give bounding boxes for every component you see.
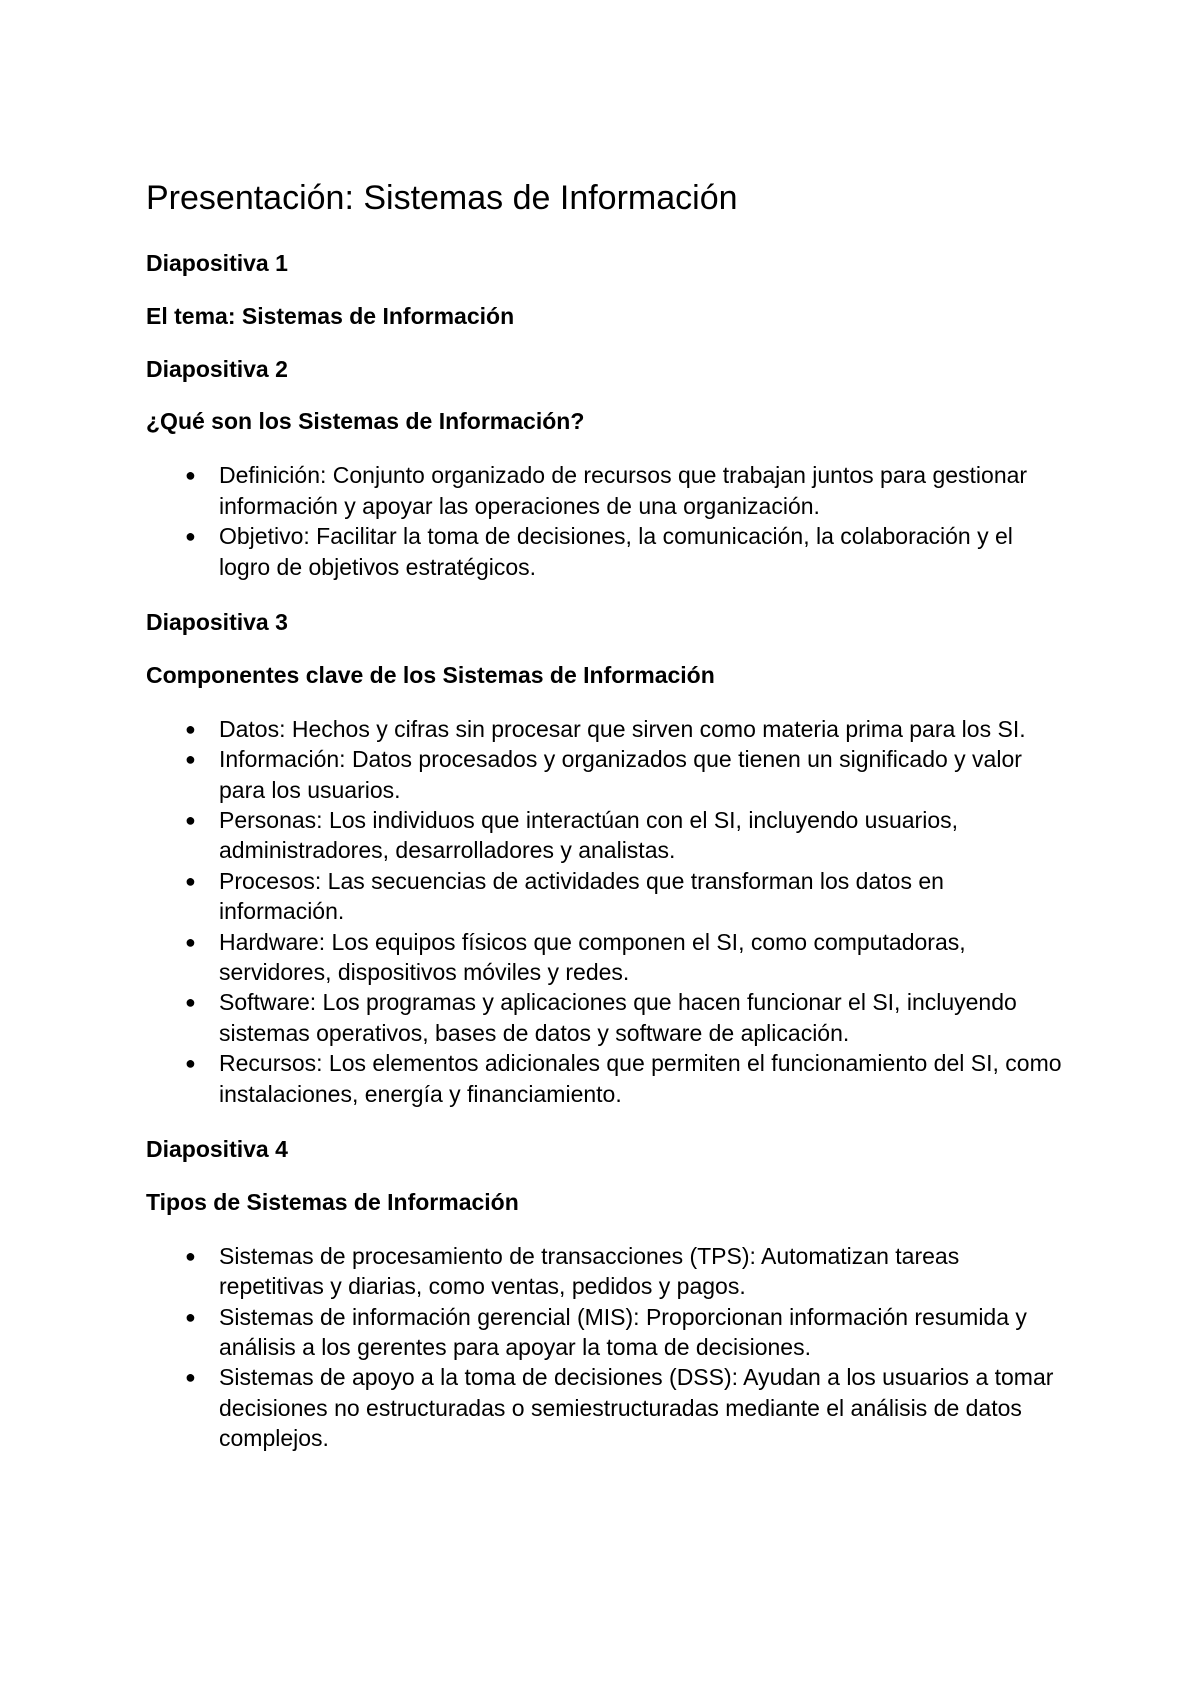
slide-heading: ¿Qué son los Sistemas de Información?	[146, 408, 585, 435]
list-item-text: Sistemas de procesamiento de transacciones (TPS): Automatizan tareas repetitivas y diarias, como ventas, pedidos y pagos.	[219, 1242, 960, 1300]
list-item	[146, 521, 1066, 582]
bullet-icon: ●	[185, 1367, 196, 1388]
list-item-text: Procesos: Las secuencias de actividades que transforman los datos en información.	[219, 867, 944, 925]
slide-label: Diapositiva 3	[146, 608, 288, 635]
bullet-icon: ●	[185, 718, 196, 739]
list-item	[146, 866, 1066, 927]
bullet-list	[146, 1241, 1066, 1454]
bullet-icon: ●	[185, 809, 196, 830]
slide-heading: El tema: Sistemas de Información	[146, 302, 515, 329]
slide-section	[146, 355, 1066, 582]
list-item-text: Datos: Hechos y cifras sin procesar que sirven como materia prima para los SI.	[219, 715, 1026, 742]
bullet-icon: ●	[185, 870, 196, 891]
list-item	[146, 987, 1066, 1048]
slide-section	[146, 1135, 1066, 1454]
list-item	[146, 460, 1066, 521]
document-page	[146, 178, 1066, 1480]
list-item	[146, 744, 1066, 805]
slide-section	[146, 249, 1066, 332]
bullet-icon: ●	[185, 931, 196, 952]
list-item-text: Sistemas de apoyo a la toma de decisiones (DSS): Ayudan a los usuarios a tomar decisiones no estructuradas o semiestructuradas mediante el análisis de datos complejos.	[219, 1364, 1054, 1452]
list-item-text: Información: Datos procesados y organizados que tienen un significado y valor para los usuarios.	[219, 746, 1022, 803]
list-item-text: Definición: Conjunto organizado de recursos que trabajan juntos para gestionar información y apoyar las operaciones de una organización.	[219, 462, 1028, 519]
bullet-icon: ●	[185, 526, 196, 547]
list-item	[146, 1048, 1066, 1109]
slides-container	[146, 249, 1066, 1454]
slide-section	[146, 608, 1066, 1109]
document-title: Presentación: Sistemas de Información	[146, 179, 738, 217]
list-item	[146, 714, 1066, 744]
bullet-icon: ●	[185, 1245, 196, 1266]
slide-label: Diapositiva 1	[146, 249, 288, 276]
bullet-list	[146, 460, 1066, 582]
list-item	[146, 1302, 1066, 1363]
list-item	[146, 805, 1066, 866]
list-item-text: Objetivo: Facilitar la toma de decisiones, la comunicación, la colaboración y el logro de objetivos estratégicos.	[219, 523, 1013, 580]
list-item	[146, 1241, 1066, 1302]
list-item	[146, 927, 1066, 988]
bullet-icon: ●	[185, 1306, 196, 1327]
list-item-text: Software: Los programas y aplicaciones que hacen funcionar el SI, incluyendo sistemas operativos, bases de datos y software de aplicación.	[219, 989, 1017, 1046]
bullet-icon: ●	[185, 992, 196, 1013]
list-item-text: Hardware: Los equipos físicos que componen el SI, como computadoras, servidores, dispositivos móviles y redes.	[219, 928, 966, 986]
bullet-list	[146, 714, 1066, 1109]
bullet-icon: ●	[185, 465, 196, 486]
list-item-text: Personas: Los individuos que interactúan con el SI, incluyendo usuarios, administradores, desarrolladores y analistas.	[219, 806, 959, 864]
slide-label: Diapositiva 2	[146, 355, 288, 382]
slide-label: Diapositiva 4	[146, 1136, 288, 1163]
list-item-text: Recursos: Los elementos adicionales que permiten el funcionamiento del SI, como instalaciones, energía y financiamiento.	[219, 1050, 1062, 1107]
list-item	[146, 1362, 1066, 1453]
bullet-icon: ●	[185, 1053, 196, 1074]
slide-heading: Tipos de Sistemas de Información	[146, 1188, 519, 1215]
slide-heading: Componentes clave de los Sistemas de Información	[146, 661, 715, 688]
bullet-icon: ●	[185, 749, 196, 770]
list-item-text: Sistemas de información gerencial (MIS): Proporcionan información resumida y análisis a los gerentes para apoyar la toma de decisiones.	[219, 1303, 1027, 1361]
